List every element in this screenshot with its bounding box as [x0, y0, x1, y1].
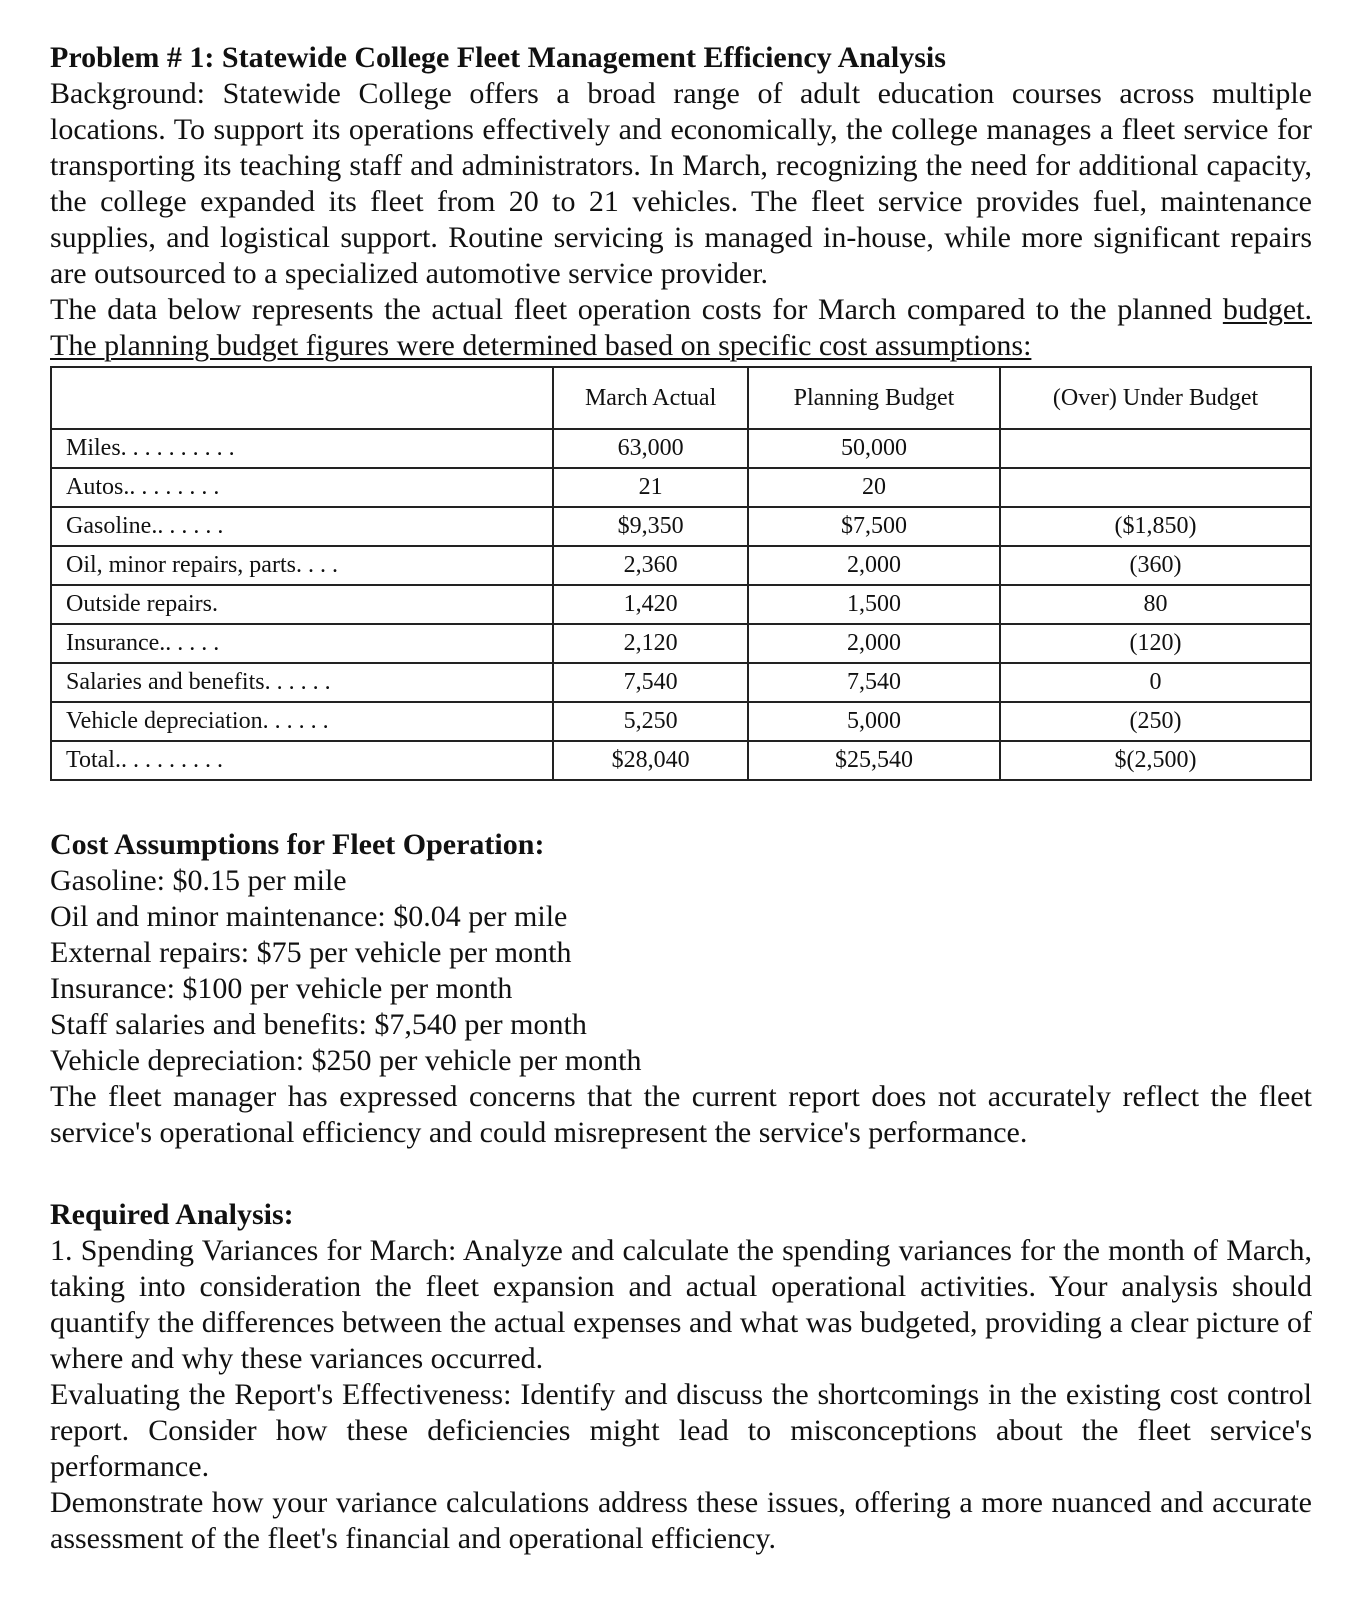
data-intro-underlined: budget. The planning budget figures were determined based on specific cost assumptions: [50, 293, 1312, 362]
problem-document [50, 40, 1312, 1557]
assumption-item: External repairs: $75 per vehicle per month [50, 936, 572, 969]
row-label: Salaries and benefits. . . . . . [51, 663, 553, 702]
table-row [51, 546, 1311, 585]
row-label: Total.. . . . . . . . . [51, 741, 553, 780]
cell-planning: 5,000 [748, 702, 1000, 741]
table-row-total [51, 741, 1311, 780]
cell-variance [1000, 429, 1311, 468]
assumption-item: Gasoline: $0.15 per mile [50, 864, 347, 897]
cell-variance: (250) [1000, 702, 1311, 741]
header-march-actual: March Actual [553, 367, 748, 429]
cell-variance: 80 [1000, 585, 1311, 624]
cell-variance [1000, 468, 1311, 507]
assumption-item: Staff salaries and benefits: $7,540 per month [50, 1008, 587, 1041]
table-row [51, 468, 1311, 507]
cell-actual: 2,360 [553, 546, 748, 585]
assumption-item: Vehicle depreciation: $250 per vehicle per month [50, 1044, 642, 1077]
row-label: Insurance.. . . . . [51, 624, 553, 663]
cell-planning: 20 [748, 468, 1000, 507]
table-header-row [51, 367, 1311, 429]
table-row [51, 429, 1311, 468]
assumption-item: Oil and minor maintenance: $0.04 per mile [50, 900, 568, 933]
header-planning-budget: Planning Budget [748, 367, 1000, 429]
cell-variance: (360) [1000, 546, 1311, 585]
cell-variance: (120) [1000, 624, 1311, 663]
cell-planning: $25,540 [748, 741, 1000, 780]
fleet-cost-table [50, 366, 1312, 781]
problem-title: Problem # 1: Statewide College Fleet Management Efficiency Analysis [50, 41, 946, 74]
concern-paragraph: The fleet manager has expressed concerns that the current report does not accurately reflect the fleet service's operational efficiency and could misrepresent the service's performance. [50, 1080, 1312, 1149]
section-spacer [50, 781, 1312, 827]
cell-actual: 21 [553, 468, 748, 507]
cell-planning: 1,500 [748, 585, 1000, 624]
section-spacer [50, 1151, 1312, 1197]
row-label: Vehicle depreciation. . . . . . [51, 702, 553, 741]
assumption-item: Insurance: $100 per vehicle per month [50, 972, 513, 1005]
required-item-3: Demonstrate how your variance calculations address these issues, offering a more nuanced and accurate assessment of the fleet's financial and operational efficiency. [50, 1486, 1312, 1555]
data-intro-paragraph [50, 292, 1312, 364]
row-label: Miles. . . . . . . . . . [51, 429, 553, 468]
cell-planning: 50,000 [748, 429, 1000, 468]
header-blank-cell [51, 367, 553, 429]
table-row [51, 585, 1311, 624]
required-item-2: Evaluating the Report's Effectiveness: Identify and discuss the shortcomings in the existing cost control report. Consider how these deficiencies might lead to misconceptions about the fleet service's performance. [50, 1378, 1312, 1483]
row-label: Gasoline.. . . . . . [51, 507, 553, 546]
cell-actual: 2,120 [553, 624, 748, 663]
table-row [51, 507, 1311, 546]
cell-actual: 7,540 [553, 663, 748, 702]
required-heading: Required Analysis: [50, 1198, 294, 1231]
header-over-under-budget: (Over) Under Budget [1000, 367, 1311, 429]
cell-actual: $9,350 [553, 507, 748, 546]
cell-planning: 2,000 [748, 546, 1000, 585]
row-label: Autos.. . . . . . . . [51, 468, 553, 507]
data-intro-lead: The data below represents the actual fleet operation costs for March compared to the planned [50, 293, 1213, 326]
cell-actual: 5,250 [553, 702, 748, 741]
cell-planning: 7,540 [748, 663, 1000, 702]
table-row [51, 624, 1311, 663]
cell-actual: 1,420 [553, 585, 748, 624]
cell-planning: $7,500 [748, 507, 1000, 546]
row-label: Oil, minor repairs, parts. . . . [51, 546, 553, 585]
cell-actual: 63,000 [553, 429, 748, 468]
cell-variance: $(2,500) [1000, 741, 1311, 780]
cell-variance: 0 [1000, 663, 1311, 702]
table-row [51, 663, 1311, 702]
background-paragraph: Background: Statewide College offers a broad range of adult education courses across multiple locations. To support its operations effectively and economically, the college manages a fleet service for transporting its teaching staff and administrators. In March, recognizing the need for additional capacity, the college expanded its fleet from 20 to 21 vehicles. The fleet service provides fuel, maintenance supplies, and logistical support. Routine servicing is managed in-house, while more significant repairs are outsourced to a specialized automotive service provider. [50, 77, 1312, 290]
required-item-1: 1. Spending Variances for March: Analyze and calculate the spending variances for the month of March, taking into consideration the fleet expansion and actual operational activities. Your analysis should quantify the differences between the actual expenses and what was budgeted, providing a clear picture of where and why these variances occurred. [50, 1234, 1312, 1375]
table-row [51, 702, 1311, 741]
assumptions-heading: Cost Assumptions for Fleet Operation: [50, 828, 545, 861]
cell-variance: ($1,850) [1000, 507, 1311, 546]
cell-planning: 2,000 [748, 624, 1000, 663]
row-label: Outside repairs. [51, 585, 553, 624]
cell-actual: $28,040 [553, 741, 748, 780]
